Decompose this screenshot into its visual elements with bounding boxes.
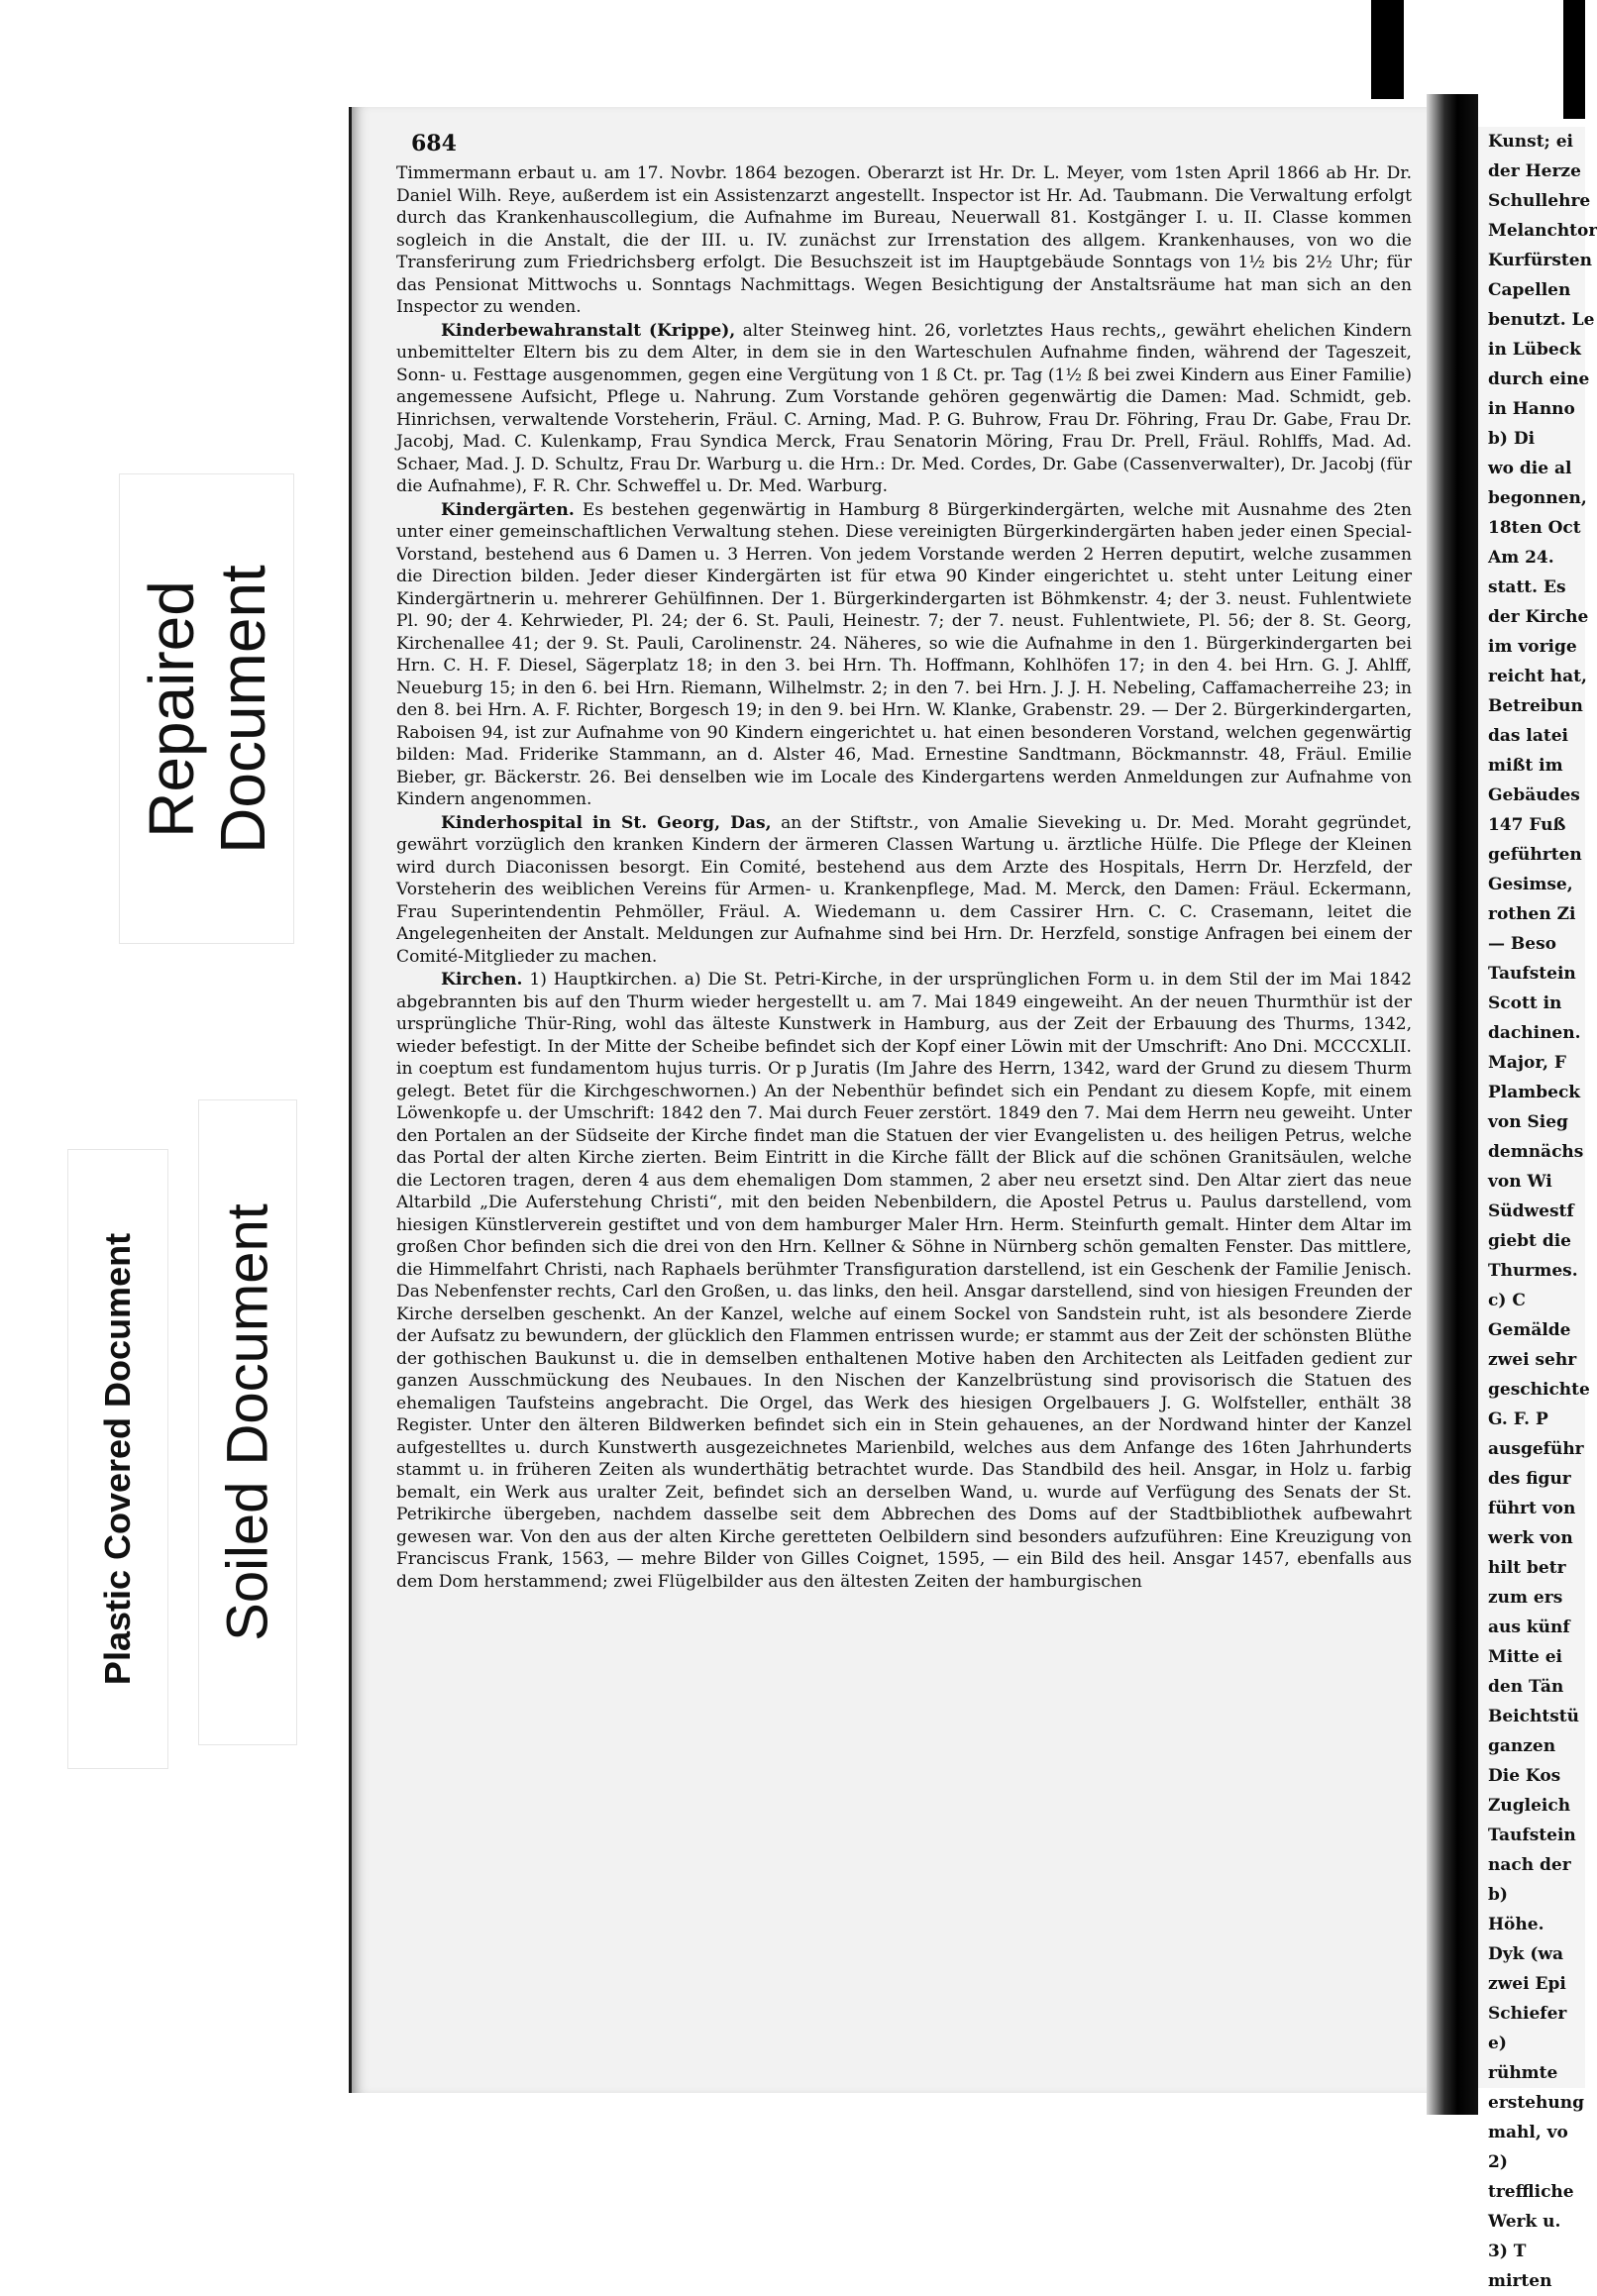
next-page-line-fragment: b) Di [1488,429,1536,449]
next-page-line-fragment: Schullehre [1488,191,1591,211]
next-page-line-fragment: 2) [1488,2152,1508,2172]
next-page-line-fragment: mißt im [1488,756,1563,776]
next-page-line-fragment: wo die al [1488,459,1572,478]
next-page-line-fragment: geführten [1488,845,1582,865]
paragraph [396,812,1412,969]
next-page-line-fragment: mahl, vo [1488,2123,1568,2142]
next-page-line-fragment: Scott in [1488,993,1562,1013]
next-page-line-fragment: der Kirche [1488,607,1589,627]
paragraph [396,499,1412,811]
next-page-line-fragment: Südwestf [1488,1201,1574,1221]
next-page-line-fragment: führt von [1488,1499,1576,1518]
next-page-line-fragment: Am 24. [1488,548,1554,568]
next-page-line-fragment: erstehung [1488,2093,1584,2113]
next-page-line-fragment: begonnen, [1488,488,1587,508]
plastic-label-text: Plastic Covered Document [97,1232,138,1686]
next-page-line-fragment: im vorige [1488,637,1577,657]
next-page-line-fragment: G. F. P [1488,1409,1548,1429]
next-page-line-fragment: von Wi [1488,1172,1552,1192]
next-page-line-fragment: Melanchtor [1488,221,1597,241]
soiled-document-label [198,1099,297,1745]
next-page-line-fragment: Gebäudes [1488,785,1580,805]
repaired-label-line1: Repaired [135,579,207,838]
page-body-text [396,162,1412,1593]
next-page-line-fragment: ganzen [1488,1736,1556,1756]
paragraph [396,162,1412,319]
next-page-line-fragment: in Hanno [1488,399,1575,419]
next-page-corner-shadow [1563,0,1585,119]
paragraph [396,969,1412,1593]
next-page-line-fragment: Taufstein [1488,1826,1576,1845]
next-page-line-fragment: Zugleich [1488,1796,1571,1816]
next-page-line-fragment: — Beso [1488,934,1557,954]
book-page [396,131,1412,2077]
next-page-line-fragment: demnächs [1488,1142,1584,1162]
paragraph-text: Es bestehen gegenwärtig in Hamburg 8 Bürgerkindergärten, welche mit Ausnahme des 2ten unter einer gemeinschaftlichen Verwaltung stehen. Diese vereinigten Bürgerkindergärten haben jeder einen Special-Vorstand, bestehend aus 6 Damen u. 3 Herren. Von jedem Vorstande werden 2 Herren deputirt, welche zusammen die Direction bilden. Jeder dieser Kindergärten ist für etwa 90 Kinder eingerichtet u. steht unter Leitung einer Kindergärtnerin u. mehrerer Gehülfinnen. Der 1. Bürgerkindergarten ist Böhmkenstr. 4; der 3. neust. Fuhlentwiete Pl. 90; der 4. Kehrwieder, Pl. 24; der 6. St. Pauli, Heinestr. 7; der 7. neust. Fuhlentwiete, Pl. 56; der 8. St. Georg, Kirchenallee 41; der 9. St. Pauli, Carolinenstr. 24. Näheres, so wie die Aufnahme in den 1. Bürgerkindergarten bei Hrn. C. H. F. Diesel, Sägerplatz 18; in den 3. bei Hrn. Th. Hoffmann, Kohlhöfen 17; in den 4. bei Hrn. G. J. Ahlff, Neueburg 15; in den 6. bei Hrn. Riemann, Wilhelmstr. 2; in den 7. bei Hrn. J. J. H. Nebeling, Caffamacherreihe 23; in den 8. bei Hrn. A. F. Richter, Borgesch 19; in den 9. bei Hrn. W. Klanke, Grabenstr. 29. — Der 2. Bürgerkindergarten, Raboisen 94, ist zur Aufnahme von 90 Kindern eingerichtet u. hat einen besonderen Vorstand, welchen gegenwärtig bilden: Mad. Friderike Stammann, an d. Alster 46, Mad. Ernestine Sandtmann, Böckmannstr. 48, Fräul. Emilie Bieber, gr. Bäckerstr. 26. Bei denselben wie im Locale des Kindergartens werden Anmeldungen zur Aufnahme von Kindern angenommen. [396,499,1412,809]
soiled-label-text: Soiled Document [215,1203,280,1641]
paragraph-text: Timmermann erbaut u. am 17. Novbr. 1864 bezogen. Oberarzt ist Hr. Dr. L. Meyer, vom 1sten April 1866 ab Hr. Dr. Daniel Wilh. Reye, außerdem ist ein Assistenzarzt angestellt. Inspector ist Hr. Ad. Taubmann. Die Verwaltung erfolgt durch das Krankenhauscollegium, die Aufnahme im Bureau, Neuerwall 81. Kostgänger I. u. II. Classe kommen sogleich in die Anstalt, die der III. u. IV. zunächst zur Irrenstation des allgem. Krankenhauses, von wo die Transferirung zum Friedrichsberg erfolgt. Die Besuchszeit ist im Hauptgebäude Sonntags von 1½ bis 2½ Uhr; für das Pensionat Mittwochs u. Sonntags Nachmittags. Wegen Besichtigung der Anstaltsräume hat man sich an den Inspector zu wenden. [396,163,1412,317]
repaired-document-label [119,473,294,944]
next-page-line-fragment: rühmte [1488,2063,1558,2083]
next-page-line-fragment: giebt die [1488,1231,1571,1251]
next-page-line-fragment: mirten [1488,2271,1552,2291]
next-page-line-fragment: Kurfürsten [1488,251,1592,270]
next-page-line-fragment: rothen Zi [1488,904,1576,924]
paragraph-text: 1) Hauptkirchen. a) Die St. Petri-Kirche, in der ursprünglichen Form u. in dem Stil der im Mai 1842 abgebrannten bis auf den Thurm wieder hergestellt u. am 7. Mai 1849 eingeweiht. An der neuen Thurmthür ist der ursprüngliche Thür-Ring, wohl das älteste Kunstwerk in Hamburg, aus der Zeit der Erbauung des Thurms, 1342, wieder befestigt. In der Mitte der Scheibe befindet sich der Kopf einer Löwin mit der Umschrift: Ano Dni. MCCCXLII. in coeptum est fundamentom hujus turris. Or p Juratis (Im Jahre des Herrn, 1342, ward der Grund zu diesem Thurm gelegt. Betet für die Kirchgeschwornen.) An der Nebenthür befindet sich ein Pendant zu diesem Kopfe, mit einem Löwenkopfe u. der Umschrift: 1842 den 7. Mai durch Feuer zerstört. 1849 den 7. Mai dem Herrn neu geweiht. Unter den Portalen an der Südseite der Kirche findet man die Statuen der vier Evangelisten u. des heiligen Petrus, welche das Portal der alten Kirche zierten. Beim Eintritt in die Kirche fällt der Blick auf die schönen Granitsäulen, welche die Lectoren tragen, deren 4 aus dem ehemaligen Dom stammen, 2 aber neu ersetzt sind. Den Altar ziert das neue Altarbild „Die Auferstehung Christi“, mit den beiden Nebenbildern, die Apostel Petrus u. Paulus darstellend, vom hiesigen Künstlerverein gestiftet und von dem hamburger Maler Hrn. Herm. Steinfurth gemalt. Hinter dem Altar im großen Chor befinden sich die drei von den Hrn. Kellner & Söhne in Nürnberg schön gemalten Fenster. Das mittlere, die Himmelfahrt Christi, nach Raphaels berühmter Transfiguration darstellend, ist ein Geschenk der Familie Jenisch. Das Nebenfenster rechts, Carl den Großen, u. das links, den heil. Ansgar darstellend, sind von hiesigen Freunden der Kirche derselben geschenkt. An der Kanzel, welche auf einem Sockel von Sandstein ruht, ist als besondere Zierde der Aufsatz zu bewundern, der glücklich den Flammen entrissen wurde; er stammt aus der Zeit der schönsten Blüthe der gothischen Baukunst u. die in demselben enthaltenen Motive haben den Architecten als Leitfaden gedient zur ganzen Ausschmückung des Neubaues. In den Nischen der Kanzelbrüstung sind provisorisch die Statuen des ehemaligen Taufsteins angebracht. Die Orgel, das Werk des hiesigen Orgelbauers J. G. Wolfsteller, enthält 38 Register. Unter den älteren Bildwerken befindet sich ein in Stein gehauenes, an der Nordwand hinter der Kanzel aufgestelltes u. durch Kunstwerth ausgezeichnetes Marienbild, welches aus dem Anfange des 16ten Jahrhunderts stammt u. in früheren Zeiten als wunderthätig betrachtet wurde. Das Standbild des heil. Ansgar, in Holz u. farbig bemalt, ein Werk aus uralter Zeit, befindet sich an derselben Wand, u. wurde auf Verfügung des Senats der St. Petrikirche übergeben, nachdem dasselbe seit dem Abbrechen des Doms auf der Stadtbibliothek aufbewahrt gewesen war. Von den aus der alten Kirche geretteten Oelbildern sind besonders aufzuführen: Eine Kreuzigung von Franciscus Frank, 1563, — mehre Bilder von Gilles Coignet, 1595, — ein Bild des heil. Ansgar 1457, ebenfalls aus dem Dom herstammend; zwei Flügelbilder aus den ältesten Zeiten der hamburgischen [396,970,1412,1592]
next-page-line-fragment: aus künf [1488,1618,1570,1637]
next-page-line-fragment: zwei sehr [1488,1350,1577,1370]
paragraph-heading: Kinderhospital in St. Georg, Das, [441,812,772,833]
paragraph-heading: Kirchen. [441,970,523,990]
next-page-line-fragment: Gemälde [1488,1320,1571,1340]
next-page-line-fragment: zum ers [1488,1588,1563,1608]
next-page-line-fragment: Capellen [1488,280,1571,300]
repaired-label-line2: Document [206,564,278,854]
next-page-line-fragment: Taufstein [1488,964,1576,984]
next-page-line-fragment: Gesimse, [1488,875,1573,894]
paragraph-heading: Kinderbewahranstalt (Krippe), [441,320,736,341]
paragraph-text: an der Stiftstr., von Amalie Sieveking u. Dr. Med. Moraht gegründet, gewährt vorzüglich den kranken Kindern der ärmeren Classen Wartung u. ärztliche Hülfe. Die Pflege der Kleinen wird durch Diaconissen besorgt. Ein Comité, bestehend aus dem Arzte des Hospitals, Herrn Dr. Herzfeld, der Vorsteherin des weiblichen Vereins für Armen- u. Krankenpflege, Mad. M. Merck, den Damen: Fräul. Eckermann, Frau Superintendentin Pehmöller, Fräul. A. Wiedemann u. dem Cassirer Hrn. C. C. Crasemann, leitet die Angelegenheiten der Anstalt. Meldungen zur Aufnahme sind bei Hrn. Dr. Herzfeld, sonstige Anfragen bei einem der Comité-Mitglieder zu machen. [396,812,1413,967]
next-page-line-fragment: Plambeck [1488,1083,1581,1102]
next-page-line-fragment: b) [1488,1885,1508,1905]
next-page-line-fragment: dachinen. [1488,1023,1581,1043]
next-page-line-fragment: der Herze [1488,161,1581,181]
next-page-line-fragment: Thurmes. [1488,1261,1578,1281]
next-page-line-fragment: Beichtstü [1488,1707,1579,1726]
next-page-line-fragment: zwei Epi [1488,1974,1566,1994]
next-page-line-fragment: durch eine [1488,369,1590,389]
spine-top-dark-bar [1371,0,1404,99]
next-page-line-fragment: statt. Es [1488,577,1566,597]
book-gutter-shadow [1427,94,1478,2115]
next-page-line-fragment: das latei [1488,726,1568,746]
plastic-covered-document-label [67,1149,168,1769]
paragraph-heading: Kindergärten. [441,499,575,520]
paragraph [396,320,1412,498]
next-page-fragment [1478,127,1597,2291]
next-page-line-fragment: geschichte [1488,1380,1590,1400]
next-page-line-fragment: in Lübeck [1488,340,1581,360]
next-page-line-fragment: des figur [1488,1469,1571,1489]
next-page-line-fragment: reicht hat, [1488,667,1587,686]
next-page-line-fragment: benutzt. Le [1488,310,1595,330]
next-page-line-fragment: Major, F [1488,1053,1566,1073]
next-page-line-fragment: den Tän [1488,1677,1564,1697]
next-page-line-fragment: Werk u. [1488,2212,1561,2232]
next-page-line-fragment: Die Kos [1488,1766,1561,1786]
next-page-line-fragment: 18ten Oct [1488,518,1581,538]
next-page-line-fragment: nach der [1488,1855,1571,1875]
next-page-line-fragment: e) [1488,2034,1507,2053]
next-page-line-fragment: 3) T [1488,2242,1527,2261]
page-number: 684 [411,131,457,157]
next-page-line-fragment: ausgeführ [1488,1439,1584,1459]
next-page-line-fragment: hilt betr [1488,1558,1566,1578]
next-page-line-fragment: treffliche [1488,2182,1574,2202]
next-page-line-fragment: Mitte ei [1488,1647,1562,1667]
next-page-line-fragment: Höhe. [1488,1915,1544,1934]
next-page-line-fragment: Kunst; ei [1488,132,1574,152]
next-page-line-fragment: von Sieg [1488,1112,1568,1132]
next-page-line-fragment: Dyk (wa [1488,1944,1564,1964]
next-page-line-fragment: Betreibun [1488,696,1583,716]
next-page-line-fragment: 147 Fuß [1488,815,1566,835]
next-page-line-fragment: Schiefer [1488,2004,1567,2024]
paragraph-text: alter Steinweg hint. 26, vorletztes Haus rechts,, gewährt ehelichen Kindern unbemittelter Eltern bis zu dem Alter, in dem sie in den Warteschulen Aufnahme finden, während der Tageszeit, Sonn- u. Festtage ausgenommen, gegen eine Vergütung von 1 ß Ct. pr. Tag (1½ ß bei zwei Kindern aus Einer Familie) angemessene Aufsicht, Pflege u. Nahrung. Zum Vorstande gehören gegenwärtig die Damen: Mad. Schmidt, geb. Hinrichsen, verwaltende Vorsteherin, Fräul. C. Arning, Mad. P. G. Buhrow, Frau Dr. Föhring, Frau Dr. Gabe, Frau Dr. Jacobj, Mad. C. Kulenkamp, Frau Syndica Merck, Frau Senatorin Möring, Frau Dr. Prell, Fräul. Rohlffs, Mad. Ad. Schaer, Mad. J. D. Schultz, Frau Dr. Warburg u. die Hrn.: Dr. Med. Cordes, Dr. Gabe (Cassenverwalter), Dr. Jacobj (für die Aufnahme), F. R. Chr. Schweffel u. Dr. Med. Warburg. [396,320,1412,496]
next-page-line-fragment: werk von [1488,1528,1573,1548]
next-page-line-fragment: c) C [1488,1291,1526,1310]
